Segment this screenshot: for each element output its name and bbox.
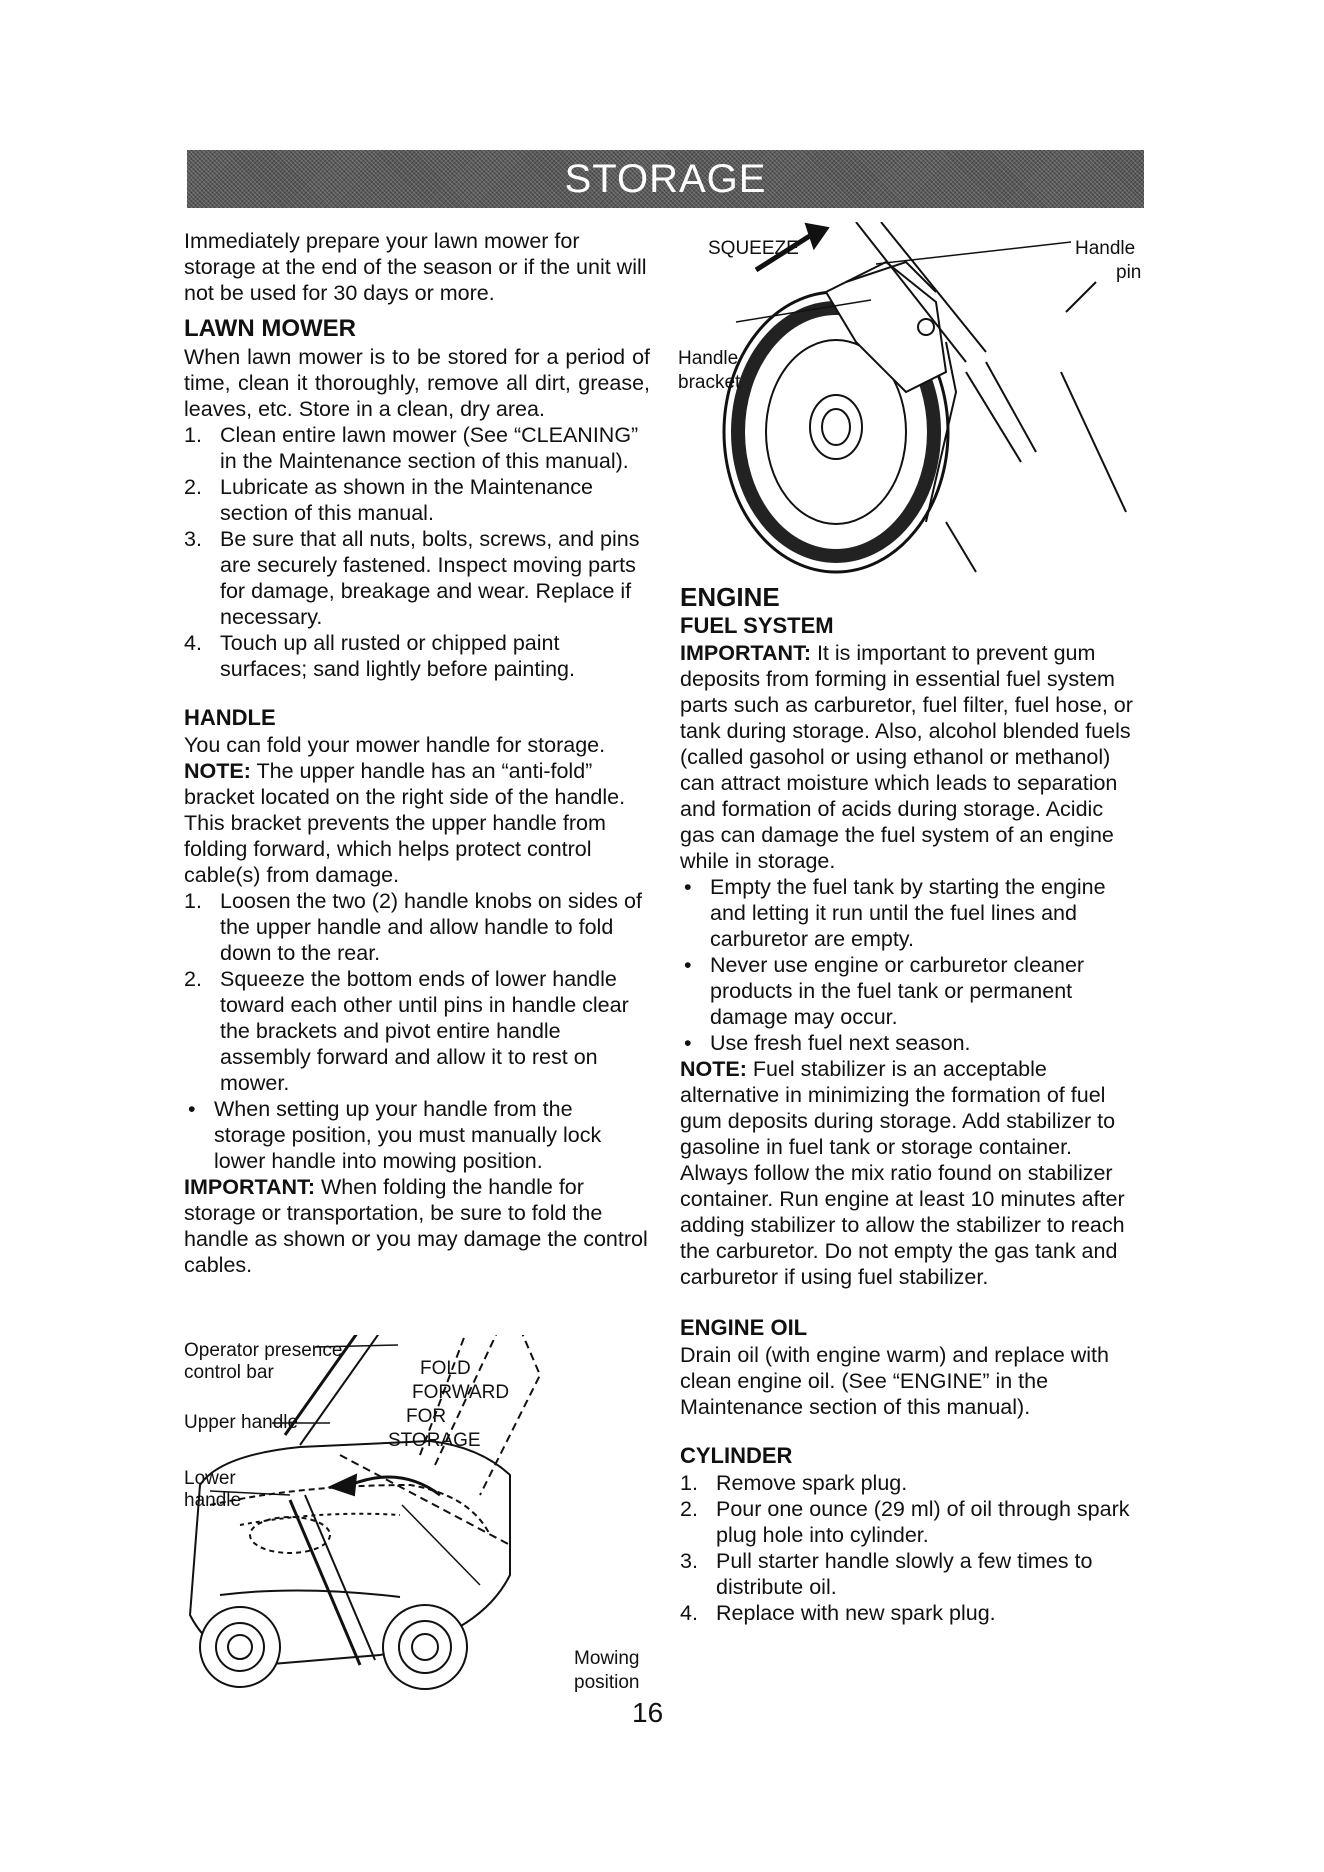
handle-pin-label-1: Handle xyxy=(1075,238,1136,259)
list-item: 3. Pull starter handle slowly a few times to distribute oil. xyxy=(680,1549,1093,1599)
handle-bracket-illustration xyxy=(676,222,1146,592)
list-item: 4. Replace with new spark plug. xyxy=(680,1601,996,1625)
cylinder-steps xyxy=(680,1470,1142,1626)
list-item: • Never use engine or carburetor cleaner products in the fuel tank or permanent damage may occur. xyxy=(684,953,1085,1029)
lawn-mower-steps xyxy=(184,422,650,682)
list-item: 2. Squeeze the bottom ends of lower handle toward each other until pins in handle clear the brackets and pivot entire handle assembly forward and allow it to rest on mower. xyxy=(184,967,629,1095)
list-item: 1. Remove spark plug. xyxy=(680,1471,908,1495)
handle-steps xyxy=(184,888,650,1096)
mowing-label-2: position xyxy=(574,1672,640,1693)
handle-para: You can fold your mower handle for storage. xyxy=(184,733,606,757)
fold-label-1: FOLD xyxy=(420,1358,471,1379)
lawn-mower-para: When lawn mower is to be stored for a period of time, clean it thoroughly, remove all dirt, grease, leaves, etc. Store in a clean, dry area. xyxy=(184,345,650,421)
handle-important: IMPORTANT: When folding the handle for storage or transportation, be sure to fold the handle as shown or you may damage the control cables. xyxy=(184,1175,648,1277)
fold-label-2: FORWARD xyxy=(412,1382,510,1403)
engine-heading: ENGINE xyxy=(680,582,780,612)
engine-oil-heading: ENGINE OIL xyxy=(680,1315,808,1340)
upper-handle-label: Upper handle xyxy=(184,1412,299,1433)
fold-label-4: STORAGE xyxy=(388,1430,481,1451)
section-banner xyxy=(187,150,1144,208)
operator-presence-label: Operator presence control bar xyxy=(184,1340,343,1383)
squeeze-label: SQUEEZE xyxy=(708,238,799,259)
list-item: • Empty the fuel tank by starting the engine and letting it run until the fuel lines and carburetor are empty. xyxy=(684,875,1106,951)
left-column xyxy=(184,228,650,1278)
list-item: 2. Pour one ounce (29 ml) of oil through spark plug hole into cylinder. xyxy=(680,1497,1130,1547)
section-title: STORAGE xyxy=(564,156,767,201)
handle-bracket-label-2: bracket xyxy=(678,372,741,393)
list-item: 4. Touch up all rusted or chipped paint surfaces; sand lightly before painting. xyxy=(184,631,575,681)
handle-pin-label-2: pin xyxy=(1116,262,1142,283)
fuel-system-heading: FUEL SYSTEM xyxy=(680,613,834,638)
handle-bracket-label-1: Handle xyxy=(678,348,739,369)
fold-label-3: FOR xyxy=(406,1406,447,1427)
list-item: • When setting up your handle from the storage position, you must manually lock lower handle into mowing position. xyxy=(188,1097,602,1173)
fuel-bullets xyxy=(680,874,1142,1056)
cylinder-heading: CYLINDER xyxy=(680,1443,793,1468)
lawn-mower-heading: LAWN MOWER xyxy=(184,315,356,342)
mowing-label-1: Mowing xyxy=(574,1648,640,1669)
handle-heading: HANDLE xyxy=(184,705,276,730)
fuel-important: IMPORTANT: It is important to prevent gum deposits from forming in essential fuel system parts such as carburetor, fuel filter, fuel hose, or tank during storage. Also, alcohol blended fuels (called gasohol or using ethanol or methanol) can attract moisture which leads to separation and formation of acids during storage. Acidic gas can damage the fuel system of an engine while in storage. xyxy=(680,641,1133,873)
engine-oil-para: Drain oil (with engine warm) and replace with clean engine oil. (See “ENGINE” in the Maintenance section of this manual). xyxy=(680,1343,1109,1419)
list-item: 2. Lubricate as shown in the Maintenance section of this manual. xyxy=(184,475,593,525)
fuel-note: NOTE: Fuel stabilizer is an acceptable alternative in minimizing the formation of fuel gum deposits during storage. Add stabilizer to gasoline in fuel tank or storage container. Always follow the mix ratio found on stabilizer container. Run engine at least 10 minutes after adding stabilizer to allow the stabilizer to reach the carburetor. Do not empty the gas tank and carburetor if using fuel stabilizer. xyxy=(680,1057,1125,1289)
list-item: 1. Clean entire lawn mower (See “CLEANING” in the Maintenance section of this manual). xyxy=(184,423,639,473)
handle-bullets xyxy=(184,1096,650,1174)
right-column xyxy=(680,582,1142,1626)
list-item: 3. Be sure that all nuts, bolts, screws, and pins are securely fastened. Inspect moving parts for damage, breakage and wear. Replace if necessary. xyxy=(184,527,640,629)
lower-handle-label: Lower handle xyxy=(184,1468,242,1511)
handle-note: NOTE: The upper handle has an “anti-fold” bracket located on the right side of the handle. This bracket prevents the upper handle from folding forward, which helps protect control cable(s) from damage. xyxy=(184,759,626,887)
list-item: • Use fresh fuel next season. xyxy=(684,1031,971,1055)
page-number: 16 xyxy=(632,1697,664,1728)
list-item: 1. Loosen the two (2) handle knobs on sides of the upper handle and allow handle to fold down to the rear. xyxy=(184,889,642,965)
storage-intro: Immediately prepare your lawn mower for storage at the end of the season or if the unit will not be used for 30 days or more. xyxy=(184,229,647,305)
